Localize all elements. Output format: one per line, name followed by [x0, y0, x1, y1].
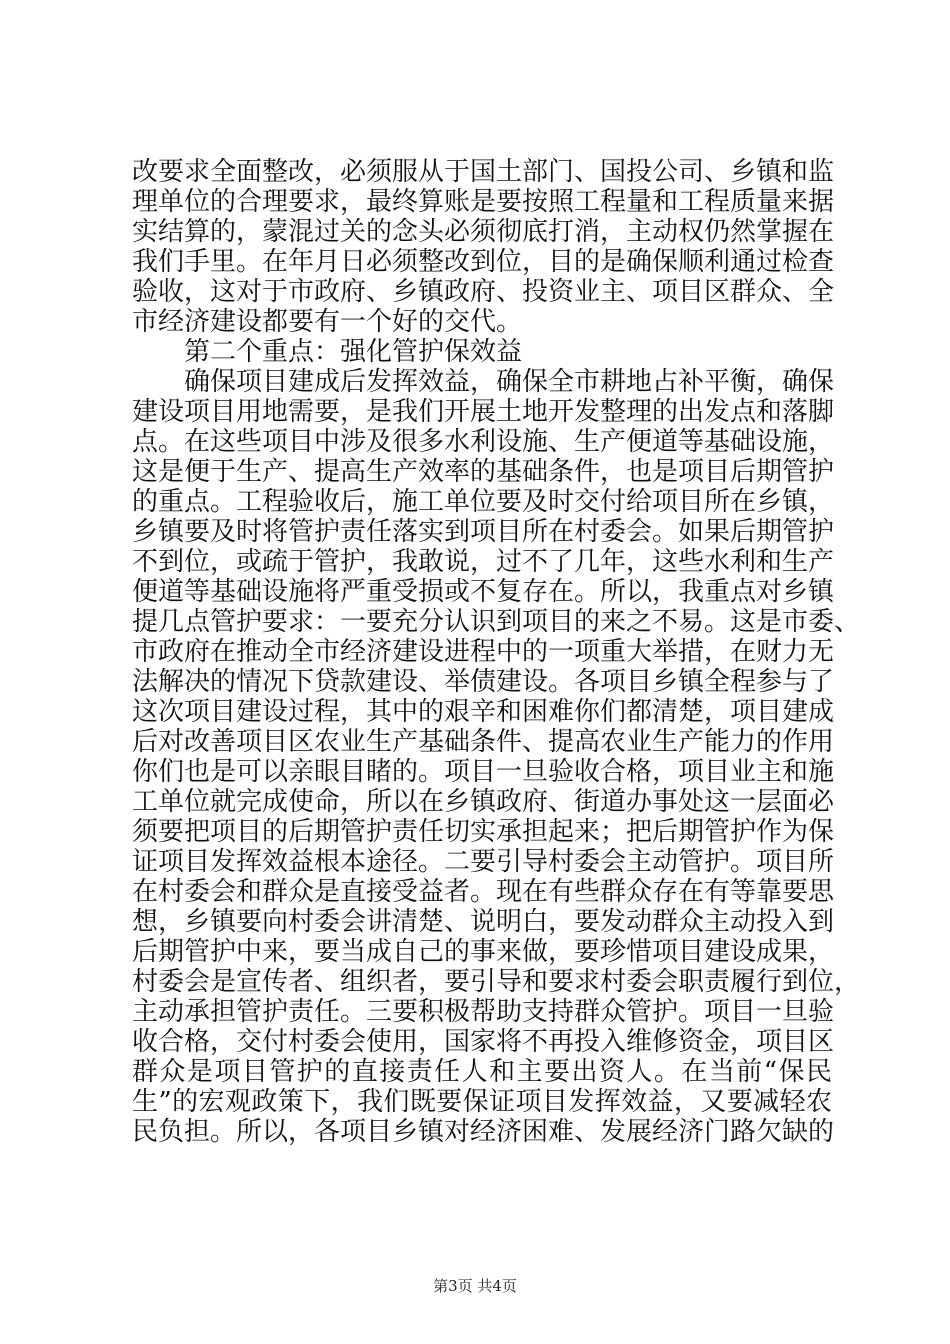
text-line: 不到位，或疏于管护，我敢说，过不了几年，这些水利和生产: [132, 547, 835, 577]
text-line: 建设项目用地需要，是我们开展土地开发整理的出发点和落脚: [132, 397, 835, 427]
text-line: 村委会是宣传者、组织者，要引导和要求村委会职责履行到位，: [132, 967, 861, 997]
body-text: [132, 157, 861, 1147]
text-line: 后对改善项目区农业生产基础条件、提高农业生产能力的作用: [132, 727, 835, 757]
text-line: 法解决的情况下贷款建设、举债建设。各项目乡镇全程参与了: [132, 667, 835, 697]
text-line: 群众是项目管护的直接责任人和主要出资人。在当前“保民: [132, 1057, 832, 1087]
text-line: 我们手里。在年月日必须整改到位，目的是确保顺利通过检查: [132, 247, 835, 277]
text-line: 改要求全面整改，必须服从于国土部门、国投公司、乡镇和监: [132, 157, 835, 187]
text-line: 生”的宏观政策下，我们既要保证项目发挥效益，又要减轻农: [132, 1087, 832, 1117]
text-line: 民负担。所以，各项目乡镇对经济困难、发展经济门路欠缺的: [132, 1117, 835, 1147]
text-line: 在村委会和群众是直接受益者。现在有些群众存在有等靠要思: [132, 877, 835, 907]
text-line: 后期管护中来，要当成自己的事来做，要珍惜项目建设成果，: [132, 937, 835, 967]
text-line: 实结算的，蒙混过关的念头必须彻底打消，主动权仍然掌握在: [132, 217, 835, 247]
section-heading: 第二个重点：强化管护保效益: [184, 337, 523, 367]
text-line: 这是便于生产、提高生产效率的基础条件，也是项目后期管护: [132, 457, 835, 487]
text-line: 提几点管护要求：一要充分认识到项目的来之不易。这是市委、: [132, 607, 861, 637]
text-line: 点。在这些项目中涉及很多水利设施、生产便道等基础设施，: [132, 427, 835, 457]
text-line: 证项目发挥效益根本途径。二要引导村委会主动管护。项目所: [132, 847, 835, 877]
text-line: 验收，这对于市政府、乡镇政府、投资业主、项目区群众、全: [132, 277, 835, 307]
text-line: 市经济建设都要有一个好的交代。: [132, 307, 523, 337]
page-number-footer: 第3页 共4页: [433, 1277, 517, 1295]
text-line: 你们也是可以亲眼目睹的。项目一旦验收合格，项目业主和施: [132, 757, 835, 787]
text-line: 这次项目建设过程，其中的艰辛和困难你们都清楚，项目建成: [132, 697, 835, 727]
text-line: 收合格，交付村委会使用，国家将不再投入维修资金，项目区: [132, 1027, 835, 1057]
text-line: 主动承担管护责任。三要积极帮助支持群众管护。项目一旦验: [132, 997, 835, 1027]
text-line: 想，乡镇要向村委会讲清楚、说明白，要发动群众主动投入到: [132, 907, 835, 937]
text-line: 便道等基础设施将严重受损或不复存在。所以，我重点对乡镇: [132, 577, 835, 607]
text-line: 的重点。工程验收后，施工单位要及时交付给项目所在乡镇，: [132, 487, 835, 517]
text-line: 理单位的合理要求，最终算账是要按照工程量和工程质量来据: [132, 187, 835, 217]
text-line: 市政府在推动全市经济建设进程中的一项重大举措，在财力无: [132, 637, 835, 667]
text-line: 确保项目建成后发挥效益，确保全市耕地占补平衡，确保: [184, 367, 835, 397]
text-line: 须要把项目的后期管护责任切实承担起来；把后期管护作为保: [132, 817, 835, 847]
text-line: 乡镇要及时将管护责任落实到项目所在村委会。如果后期管护: [132, 517, 835, 547]
text-line: 工单位就完成使命，所以在乡镇政府、街道办事处这一层面必: [132, 787, 835, 817]
